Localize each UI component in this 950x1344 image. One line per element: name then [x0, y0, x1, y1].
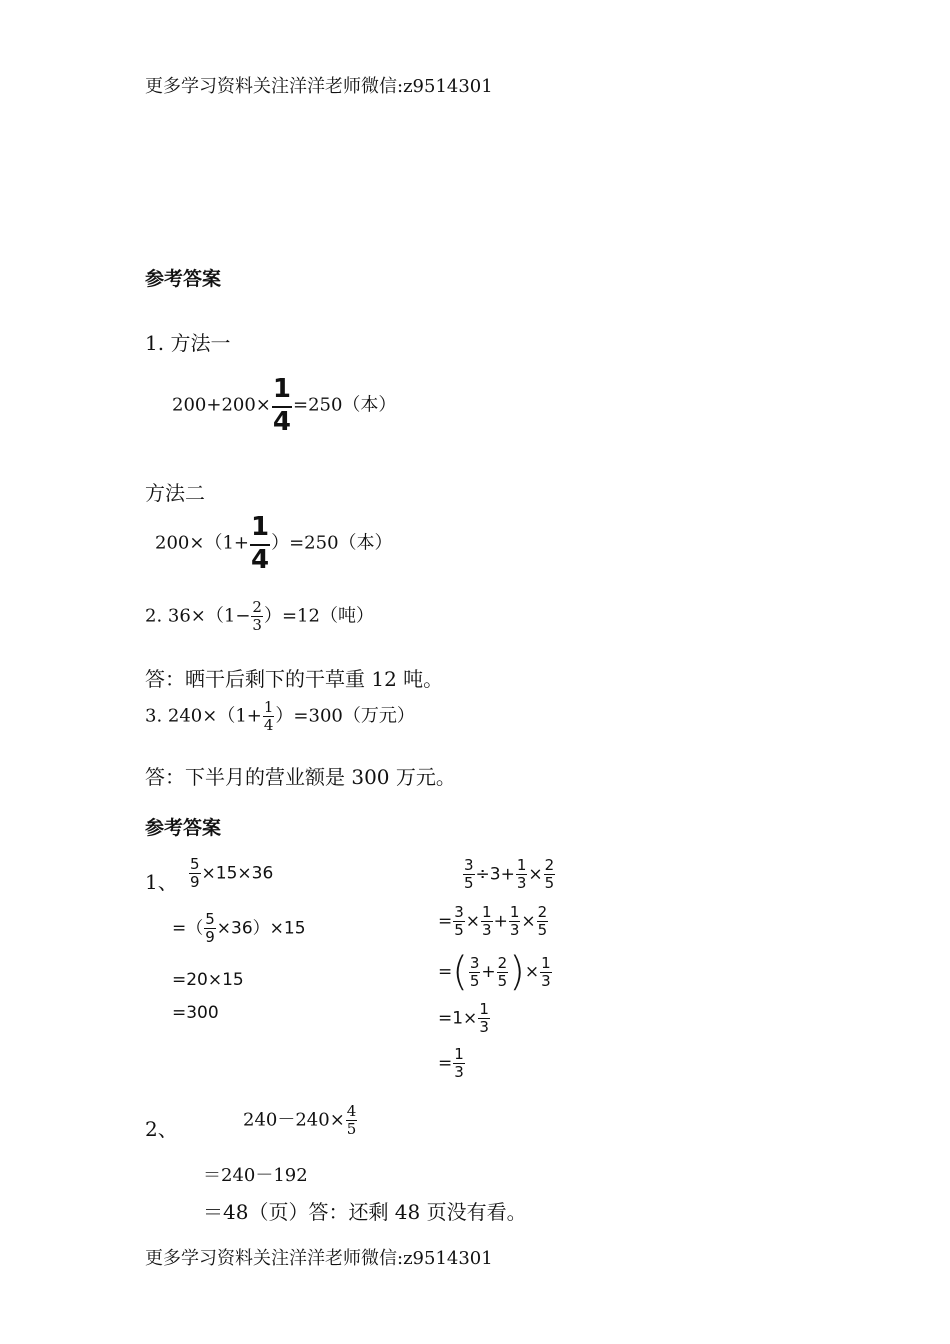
formula-text: ）=300（万元） — [275, 705, 415, 727]
numerator: 1 — [250, 514, 270, 546]
fraction — [463, 858, 475, 891]
formula-text: ）=250（本） — [271, 532, 393, 554]
q2-formula — [145, 600, 374, 633]
section-title-1: 参考答案 — [145, 268, 222, 290]
formula-text: ）=12（吨） — [263, 605, 374, 627]
p2-line3: ＝48（页）答：还剩 48 页没有看。 — [203, 1200, 527, 1224]
denominator: 3 — [454, 1063, 464, 1081]
formula-text: 3. 240×（1+ — [145, 705, 262, 727]
formula-text: × — [528, 864, 543, 885]
p1b-line1 — [462, 858, 556, 891]
p2-label: 2、 — [145, 1117, 178, 1141]
formula-text: =（ — [172, 918, 204, 939]
fraction — [250, 514, 270, 573]
p1b-line2 — [438, 905, 549, 938]
p1-line4: =300 — [172, 1003, 219, 1023]
numerator: 4 — [346, 1102, 357, 1120]
denominator: 5 — [537, 921, 548, 939]
p1b-line4 — [438, 1002, 491, 1035]
formula-text: + — [493, 911, 508, 932]
formula-text: = — [438, 1053, 453, 1074]
formula-text: ÷3+ — [475, 864, 515, 885]
fraction — [540, 953, 552, 990]
formula-text: 240－240× — [243, 1109, 345, 1131]
numerator: 1 — [482, 903, 492, 921]
fraction — [251, 600, 263, 633]
footer-note: 更多学习资料关注洋洋老师微信:z9514301 — [145, 1248, 493, 1269]
q1-method1-formula — [172, 376, 396, 435]
q3-formula — [145, 700, 415, 733]
numerator: 1 — [263, 698, 274, 716]
denominator: 3 — [479, 1018, 489, 1036]
header-note: 更多学习资料关注洋洋老师微信:z9514301 — [145, 76, 493, 97]
left-paren: ( — [452, 949, 468, 995]
fraction — [204, 912, 216, 945]
denominator: 3 — [482, 921, 492, 939]
denominator: 5 — [469, 971, 480, 990]
numerator: 1 — [272, 376, 292, 408]
fraction — [453, 905, 465, 938]
formula-text: 200×（1+ — [155, 532, 249, 554]
formula-text: × — [465, 911, 481, 932]
q3-answer: 答：下半月的营业额是 300 万元。 — [145, 765, 456, 789]
denominator: 9 — [205, 928, 215, 946]
fraction — [189, 857, 201, 890]
formula-text: =250（本） — [292, 394, 397, 416]
p1-line2 — [172, 912, 306, 945]
numerator: 2 — [497, 953, 508, 972]
numerator: 2 — [544, 856, 555, 874]
denominator: 5 — [544, 874, 555, 892]
formula-text: × — [524, 962, 540, 982]
numerator: 1 — [516, 856, 527, 874]
fraction — [272, 376, 292, 435]
denominator: 5 — [454, 921, 464, 939]
fraction — [497, 953, 509, 990]
denominator: 4 — [250, 545, 270, 575]
denominator: 3 — [541, 971, 551, 990]
q1-method2-label: 方法二 — [145, 481, 205, 505]
numerator: 3 — [464, 856, 474, 874]
fraction — [453, 1047, 465, 1080]
formula-text: 200+200× — [172, 394, 271, 416]
fraction — [544, 858, 556, 891]
p1b-line3 — [438, 949, 553, 995]
fraction — [346, 1104, 358, 1137]
right-paren: ) — [509, 949, 525, 995]
section-title-2: 参考答案 — [145, 817, 222, 839]
denominator: 3 — [252, 616, 262, 634]
denominator: 5 — [464, 874, 474, 892]
p2-line2: ＝240－192 — [203, 1165, 308, 1186]
fraction — [263, 700, 275, 733]
formula-text: × — [521, 911, 536, 932]
p1-line1 — [188, 857, 273, 890]
p1b-line5 — [438, 1047, 466, 1080]
formula-text: = — [438, 911, 453, 932]
numerator: 3 — [454, 903, 464, 921]
numerator: 5 — [205, 910, 215, 928]
denominator: 9 — [190, 873, 200, 891]
numerator: 5 — [190, 855, 200, 873]
fraction — [537, 905, 549, 938]
p1-label: 1、 — [145, 870, 178, 894]
numerator: 3 — [469, 953, 480, 972]
denominator: 3 — [516, 874, 527, 892]
fraction — [478, 1002, 490, 1035]
numerator: 1 — [454, 1045, 464, 1063]
fraction — [509, 905, 521, 938]
denominator: 5 — [497, 971, 508, 990]
numerator: 1 — [509, 903, 520, 921]
formula-text: 2. 36×（1− — [145, 605, 251, 627]
numerator: 1 — [479, 1000, 489, 1018]
numerator: 2 — [537, 903, 548, 921]
denominator: 3 — [509, 921, 520, 939]
q2-answer: 答：晒干后剩下的干草重 12 吨。 — [145, 667, 444, 691]
numerator: 2 — [252, 598, 262, 616]
denominator: 5 — [346, 1120, 357, 1138]
fraction — [516, 858, 528, 891]
denominator: 4 — [263, 716, 274, 734]
formula-text: = — [438, 962, 453, 982]
formula-text: + — [481, 962, 496, 982]
p2-line1 — [243, 1104, 358, 1137]
q1-method1-label: 1. 方法一 — [145, 331, 231, 355]
p1-line3: =20×15 — [172, 970, 244, 990]
formula-text: ×15×36 — [201, 863, 274, 884]
fraction — [481, 905, 493, 938]
q1-method2-formula — [155, 514, 393, 573]
formula-text: =1× — [438, 1008, 478, 1029]
fraction — [469, 953, 481, 990]
numerator: 1 — [541, 953, 551, 972]
formula-text: ×36）×15 — [216, 918, 306, 939]
denominator: 4 — [272, 407, 291, 437]
